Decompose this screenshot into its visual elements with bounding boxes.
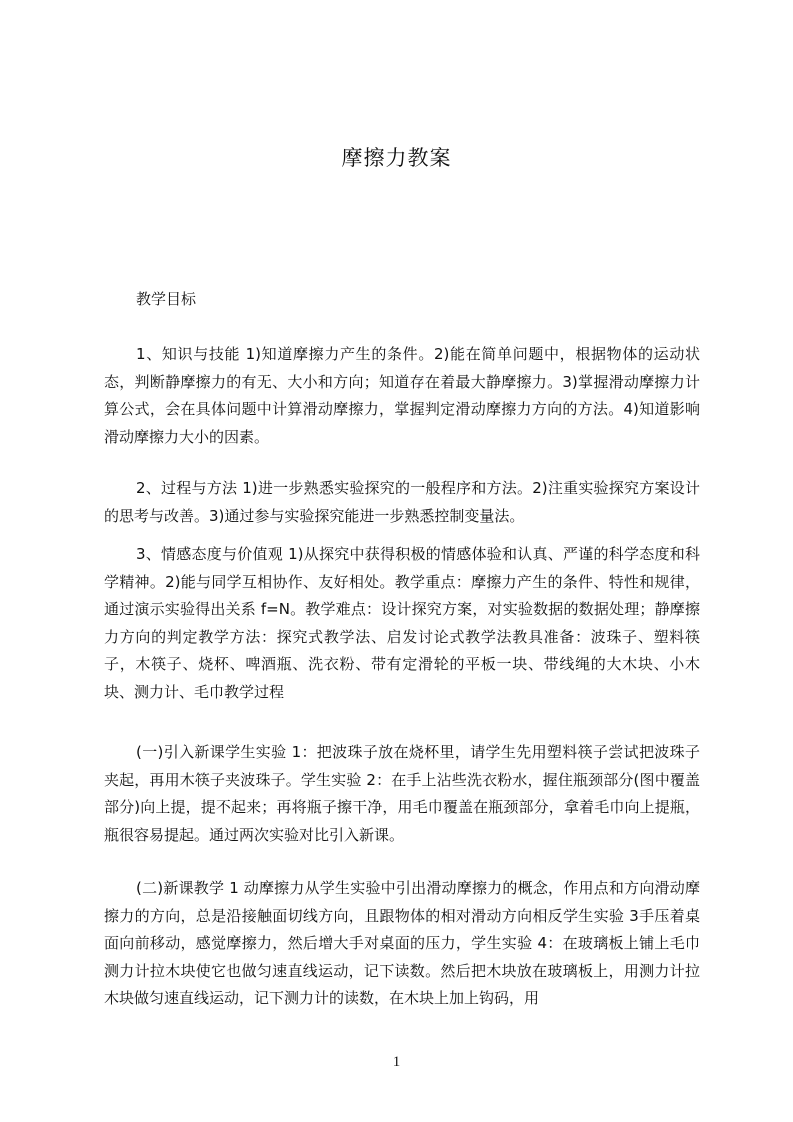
page-number: 1 (392, 1054, 401, 1070)
paragraph-introduction: (一)引入新课学生实验 1：把波珠子放在烧杯里，请学生先用塑料筷子尝试把波珠子夹起，再用木筷子夹波珠子。学生实验 2：在手上沾些洗衣粉水，握住瓶颈部分(图中覆盖部分)向上提，提不起来；再将瓶子擦干净，用毛巾覆盖在瓶颈部分，拿着毛巾向上提瓶，瓶很容易提起。通过两次实验对比引入新课。 (104, 743, 700, 844)
document-title: 摩擦力教案 (341, 146, 452, 170)
section-heading-teaching-goals: 教学目标 (136, 290, 197, 308)
paragraph-knowledge-skills: 1、知识与技能 1)知道摩擦力产生的条件。2)能在简单问题中，根据物体的运动状态，判断静摩擦力的有无、大小和方向；知道存在着最大静摩擦力。3)掌握滑动摩擦力计算公式，会在具体问题中计算滑动摩擦力，掌握判定滑动摩擦力方向的方法。4)知道影响滑动摩擦力大小的因素。 (104, 345, 700, 446)
paragraph-emotion-values: 3、情感态度与价值观 1)从探究中获得积极的情感体验和认真、严谨的科学态度和科学精神。2)能与同学互相协作、友好相处。教学重点：摩擦力产生的条件、特性和规律，通过演示实验得出关系 f=N。教学难点：设计探究方案，对实验数据的数据处理；静摩擦力方向的判定教学方法：探究式教学法、启发讨论式教学法教具准备：波珠子、塑料筷子，木筷子、烧杯、啤酒瓶、洗衣粉、带有定滑轮的平板一块、带线绳的大木块、小木块、测力计、毛巾教学过程 (104, 545, 700, 701)
paragraph-process-methods: 2、过程与方法 1)进一步熟悉实验探究的一般程序和方法。2)注重实验探究方案设计的思考与改善。3)通过参与实验探究能进一步熟悉控制变量法。 (104, 479, 700, 525)
paragraph-new-lesson: (二)新课教学 1 动摩擦力从学生实验中引出滑动摩擦力的概念，作用点和方向滑动摩擦力的方向，总是沿接触面切线方向，且跟物体的相对滑动方向相反学生实验 3手压着桌面向前移动，感觉摩擦力，然后增大手对桌面的压力，学生实验 4：在玻璃板上铺上毛巾测力计拉木块使它也做匀速直线运动，记下读数。然后把木块放在玻璃板上，用测力计拉木块做匀速直线运动，记下测力计的读数，在木块上加上钩码，用 (104, 879, 700, 1007)
